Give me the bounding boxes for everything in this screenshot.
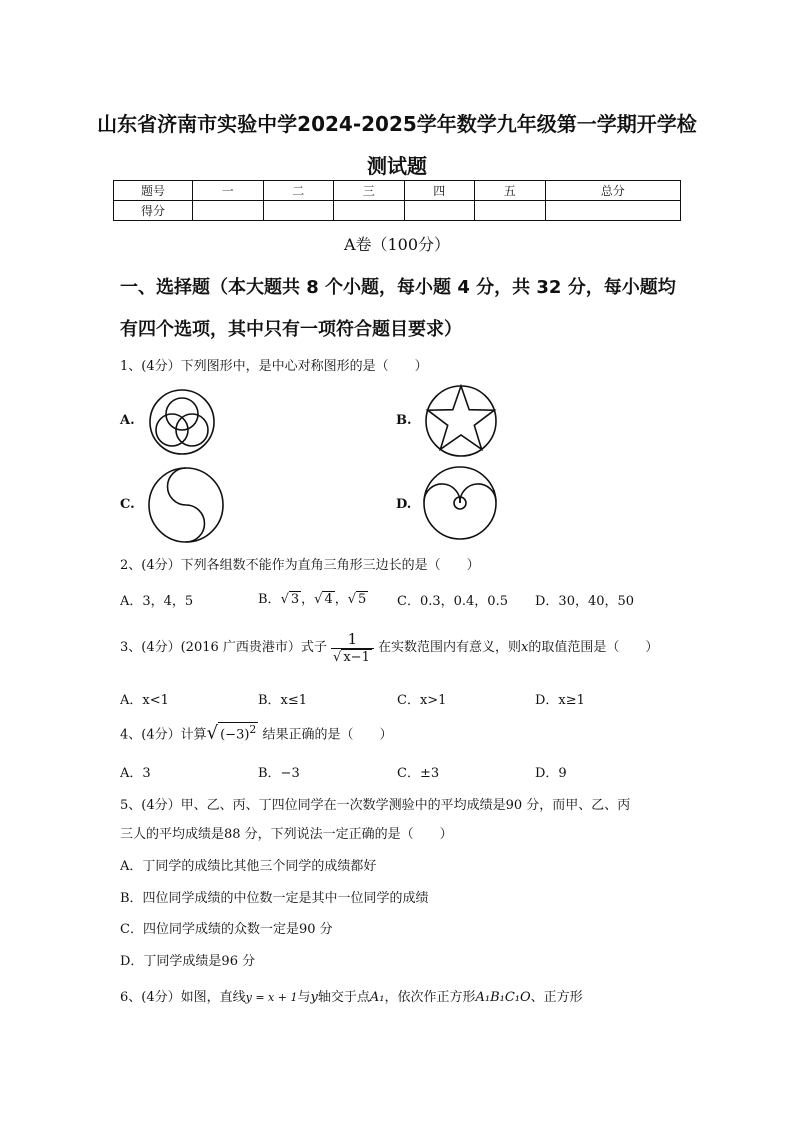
q5-option-a[interactable]: A．丁同学的成绩比其他三个同学的成绩都好 <box>120 859 377 874</box>
q1-option-c-figure[interactable] <box>146 465 226 545</box>
q1-option-d-label[interactable]: D. <box>396 497 412 512</box>
q1-option-a-label[interactable]: A. <box>120 413 135 428</box>
q3-suffix-2: 的取值范围是（ ） <box>528 640 659 655</box>
q3-prefix: 3、(4分）(2016 广西贵港市）式子 <box>120 640 327 655</box>
q2-option-b[interactable] <box>258 588 368 607</box>
question-2-stem: 2、(4分）下列各组数不能作为直角三角形三边长的是（ ） <box>120 558 480 573</box>
q4-option-d[interactable]: D．9 <box>535 766 567 781</box>
q6-prefix: 6、(4分）如图，直线 <box>120 990 246 1005</box>
radicand: x−1 <box>343 650 370 665</box>
sqrt-sign: √ <box>280 592 289 607</box>
table-cell: 得分 <box>114 201 193 221</box>
q3-option-d[interactable]: D．x≥1 <box>535 693 585 708</box>
q1-option-b-label[interactable]: B. <box>396 413 412 428</box>
table-cell: 五 <box>475 181 546 201</box>
section-heading: 一、选择题（本大题共 8 个小题，每小题 4 分，共 32 分，每小题均 <box>120 277 676 298</box>
q5-option-c[interactable]: C．四位同学成绩的众数一定是90 分 <box>120 922 333 937</box>
separator: ， <box>334 592 348 607</box>
q2-option-d[interactable]: D．30，40，50 <box>535 594 635 609</box>
radicand: 3 <box>290 592 300 607</box>
table-cell: 二 <box>263 181 334 201</box>
q1-option-a-figure[interactable] <box>148 388 216 456</box>
q6-mid-3: ，依次作正方形 <box>384 990 476 1005</box>
page-title: 山东省济南市实验中学2024-2025学年数学九年级第一学期开学检 <box>97 112 697 136</box>
question-1-stem: 1、(4分）下列图形中，是中心对称图形的是（ ） <box>120 359 428 374</box>
fraction-numerator: 1 <box>331 630 374 649</box>
q4-option-a[interactable]: A．3 <box>120 766 151 781</box>
point-name: A₁ <box>369 990 385 1005</box>
q4-prefix: 4、(4分）计算 <box>120 727 207 743</box>
question-6-stem <box>120 986 583 1005</box>
q6-mid-2: 轴交于点 <box>317 990 370 1005</box>
volume-label: A卷（100分） <box>343 235 451 254</box>
q6-suffix: 、正方形 <box>530 990 583 1005</box>
radicand-value: (−3) <box>220 727 250 743</box>
q6-mid: 与 <box>297 990 311 1005</box>
q3-option-a[interactable]: A．x<1 <box>120 693 169 708</box>
sqrt-sign: √ <box>347 592 357 607</box>
q1-option-c-label[interactable]: C. <box>120 497 135 512</box>
table-cell: 题号 <box>114 181 193 201</box>
q2-option-a[interactable]: A．3，4，5 <box>120 594 194 609</box>
exponent: 2 <box>249 723 257 736</box>
table-cell: 一 <box>193 181 264 201</box>
radicand: 5 <box>358 592 367 607</box>
section-heading-continued: 有四个选项，其中只有一项符合题目要求） <box>120 319 462 340</box>
variable: x <box>521 640 529 655</box>
table-cell: 总分 <box>545 181 681 201</box>
q4-option-c[interactable]: C．±3 <box>397 766 440 781</box>
score-input-cell[interactable] <box>263 201 334 221</box>
q3-suffix: 在实数范围内有意义，则 <box>377 640 521 655</box>
q4-suffix: 结果正确的是（ ） <box>262 727 393 743</box>
fraction <box>331 630 374 665</box>
radicand <box>218 722 258 742</box>
q1-option-d-figure[interactable] <box>422 465 498 541</box>
separator: ， <box>301 592 315 607</box>
q2-option-c[interactable]: C．0.3，0.4，0.5 <box>397 594 508 609</box>
question-5-stem-continued: 三人的平均成绩是88 分，下列说法一定正确的是（ ） <box>120 827 453 842</box>
score-input-cell[interactable] <box>193 201 264 221</box>
sqrt-sign: √ <box>333 650 342 665</box>
q5-option-b[interactable]: B．四位同学成绩的中位数一定是其中一位同学的成绩 <box>120 891 429 906</box>
score-input-cell[interactable] <box>475 201 546 221</box>
score-table-header-row <box>114 181 681 201</box>
q2-option-b-label: B． <box>258 592 281 607</box>
score-table <box>113 180 681 221</box>
question-4-stem <box>120 722 392 743</box>
page-title-continued: 测试题 <box>367 154 427 178</box>
square-name: A₁B₁C₁O <box>475 990 531 1005</box>
q5-option-d[interactable]: D．丁同学成绩是96 分 <box>120 954 256 969</box>
q3-option-c[interactable]: C．x>1 <box>397 693 447 708</box>
fraction-denominator <box>331 649 374 665</box>
score-input-cell[interactable] <box>545 201 681 221</box>
equation: y = x + 1 <box>245 991 298 1004</box>
score-table-score-row <box>114 201 681 221</box>
radicand: 4 <box>324 592 333 607</box>
q3-option-b[interactable]: B．x≤1 <box>258 693 308 708</box>
table-cell: 四 <box>404 181 475 201</box>
question-5-stem: 5、(4分）甲、乙、丙、丁四位同学在一次数学测验中的平均成绩是90 分，而甲、乙、丙 <box>120 798 631 813</box>
score-input-cell[interactable] <box>404 201 475 221</box>
question-3-stem <box>120 630 658 665</box>
sqrt-sign: √ <box>314 592 323 607</box>
score-input-cell[interactable] <box>334 201 405 221</box>
table-cell: 三 <box>334 181 405 201</box>
q1-option-b-figure[interactable] <box>424 384 498 458</box>
q4-option-b[interactable]: B．−3 <box>258 766 300 781</box>
axis-name: y <box>310 990 318 1005</box>
sqrt-sign: √ <box>206 722 219 744</box>
